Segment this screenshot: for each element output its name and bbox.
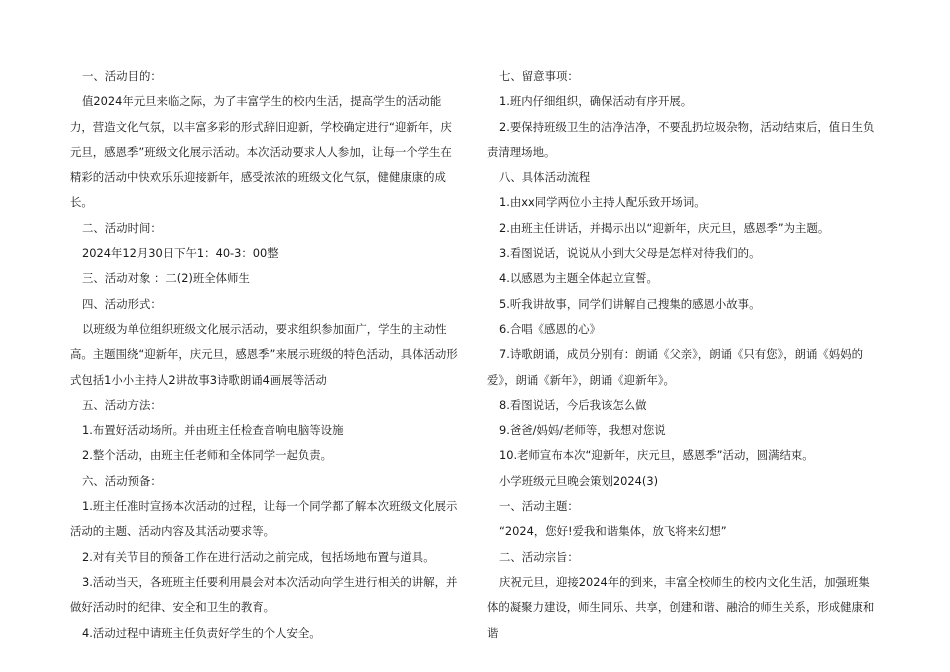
section-heading-purpose: 一、活动目的： — [82, 69, 162, 83]
paragraph-form: 以班级为单位组织班级文化展示活动，要求组织参加面广，学生的主动性高。主题围绕“迎新年，庆元旦，感恩季”来展示班级的特色活动，具体活动形式包括1小小主持人2讲故事3诗歌朗诵4画展等活动 — [70, 321, 458, 387]
list-item-notes-2: 2.要保持班级卫生的洁净洁净，不要乱扔垃圾杂物，活动结束后，值日生负责清理场地。 — [487, 119, 875, 159]
section-heading-notes: 七、留意事项： — [499, 69, 579, 83]
list-item-preparation-1: 1.班主任准时宣扬本次活动的过程，让每一个同学都了解本次班级文化展示活动的主题、活动内容及其活动要求等。 — [70, 499, 458, 539]
list-item-process-2: 2.由班主任讲话，并揭示出以“迎新年，庆元旦，感恩季”为主题。 — [499, 220, 830, 235]
paragraph-aim: 庆祝元旦，迎接2024年的到来，丰富全校师生的校内文化生活，加强班集体的凝聚力建设，师生同乐、共享，创建和谐、融洽的师生关系，形成健康和谐 — [487, 574, 875, 640]
section-heading-time: 二、活动时间： — [82, 220, 162, 235]
left-column — [70, 64, 462, 646]
paragraph-theme: “2024，您好!爱我和谐集体，放飞将来幻想” — [499, 524, 727, 539]
section-heading-preparation: 六、活动预备： — [82, 473, 162, 488]
list-item-process-10: 10.老师宣布本次“迎新年，庆元旦，感恩季”活动，圆满结束。 — [499, 448, 814, 463]
list-item-process-8: 8.看图说话，今后我该怎么做 — [499, 397, 647, 412]
section-heading-process: 八、具体活动流程 — [499, 170, 591, 185]
section-heading-aim: 二、活动宗旨： — [499, 549, 579, 564]
list-item-process-1: 1.由xx同学两位小主持人配乐致开场词。 — [499, 195, 706, 210]
paragraph-time: 2024年12月30日下午1：40-3：00整 — [82, 246, 279, 261]
list-item-preparation-3: 3.活动当天，各班班主任要利用晨会对本次活动向学生进行相关的讲解，并做好活动时的纪律、安全和卫生的教育。 — [70, 574, 458, 615]
right-column — [487, 64, 879, 646]
list-item-process-5: 5.听我讲故事，同学们讲解自己搜集的感恩小故事。 — [499, 296, 761, 311]
list-item-process-7: 7.诗歌朗诵，成员分别有：朗诵《父亲》，朗诵《只有您》，朗诵《妈妈的爱》，朗诵《新年》，朗诵《迎新年》。 — [487, 347, 863, 387]
subdocument-title: 小学班级元旦晚会策划2024(3) — [499, 473, 659, 488]
paragraph-purpose: 值2024年元旦来临之际，为了丰富学生的校内生活，提高学生的活动能力，营造文化气氛，以丰富多彩的形式辞旧迎新，学校确定进行“迎新年，庆元旦，感恩季”班级文化展示活动。本次活动要求人人参加，让每一个学生在精彩的活动中快欢乐乐迎接新年，感受浓浓的班级文化气氛，健健康康的成长。 — [70, 94, 452, 210]
section-heading-audience: 三、活动对象 ：二(2)班全体师生 — [82, 271, 250, 286]
list-item-preparation-4: 4.活动过程中请班主任负责好学生的个人安全。 — [82, 625, 321, 640]
section-heading-form: 四、活动形式： — [82, 296, 162, 311]
list-item-process-3: 3.看图说话，说说从小到大父母是怎样对待我们的。 — [499, 246, 761, 261]
section-heading-method: 五、活动方法： — [82, 397, 162, 412]
list-item-method-2: 2.整个活动，由班主任老师和全体同学一起负责。 — [82, 448, 333, 463]
list-item-process-9: 9.爸爸/妈妈/老师等，我想对您说 — [499, 423, 666, 438]
list-item-process-6: 6.合唱《感恩的心》 — [499, 321, 601, 336]
list-item-preparation-2: 2.对有关节目的预备工作在进行活动之前完成，包括场地布置与道具。 — [82, 549, 435, 564]
list-item-notes-1: 1.班内仔细组织，确保活动有序开展。 — [499, 94, 693, 109]
list-item-process-4: 4.以感恩为主题全体起立宣誓。 — [499, 271, 658, 286]
list-item-method-1: 1.布置好活动场所。并由班主任检查音响电脑等设施 — [82, 423, 344, 438]
section-heading-theme: 一、活动主题： — [499, 499, 579, 514]
